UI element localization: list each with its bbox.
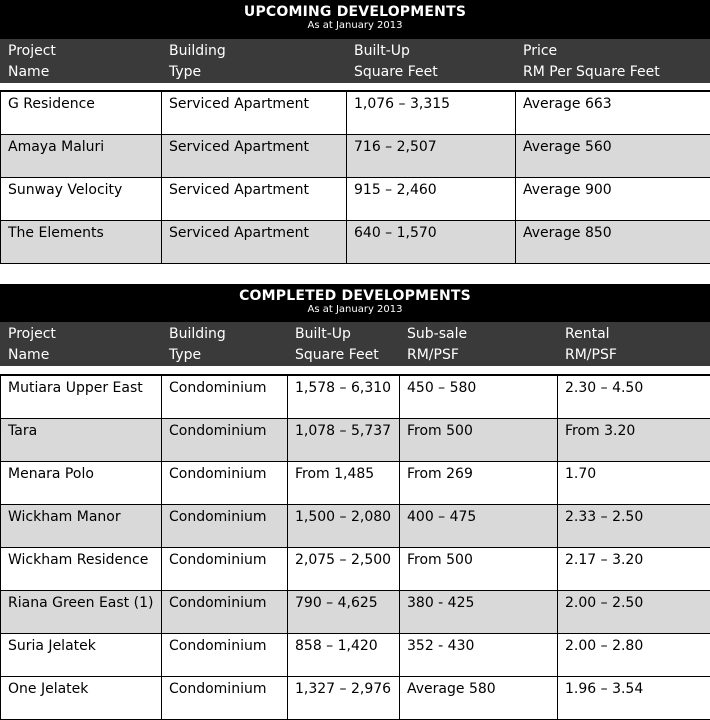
table-cell: 1,078 – 5,737 xyxy=(288,418,400,461)
table-cell: From 1,485 xyxy=(288,461,400,504)
upcoming-table xyxy=(0,90,710,264)
header-line: Name xyxy=(8,347,49,363)
table-cell: Condominium xyxy=(162,504,288,547)
table-row xyxy=(1,590,710,633)
header-line: Name xyxy=(8,64,49,80)
table-row xyxy=(1,676,710,719)
completed-title: COMPLETED DEVELOPMENTS xyxy=(0,284,710,304)
table-cell: 1,500 – 2,080 xyxy=(288,504,400,547)
table-cell: Condominium xyxy=(162,418,288,461)
table-cell: One Jelatek xyxy=(1,676,162,719)
header-line: Built-Up xyxy=(354,43,410,59)
header-line: Built-Up xyxy=(295,326,351,342)
header-line: Type xyxy=(169,64,201,80)
table-cell: Riana Green East (1) xyxy=(1,590,162,633)
table-cell: 1.96 – 3.54 xyxy=(558,676,710,719)
upcoming-title-bar xyxy=(0,0,710,39)
table-cell: Condominium xyxy=(162,547,288,590)
table-cell: Wickham Manor xyxy=(1,504,162,547)
table-cell: Average 560 xyxy=(516,134,710,177)
table-cell: 858 – 1,420 xyxy=(288,633,400,676)
header-line: Type xyxy=(169,347,201,363)
table-cell: 380 - 425 xyxy=(400,590,558,633)
header-line: Project xyxy=(8,326,56,342)
table-cell: Serviced Apartment xyxy=(162,91,347,134)
upcoming-header-row xyxy=(0,39,710,83)
table-cell: 915 – 2,460 xyxy=(347,177,516,220)
table-cell: 2.33 – 2.50 xyxy=(558,504,710,547)
table-cell: Condominium xyxy=(162,633,288,676)
table-row xyxy=(1,461,710,504)
table-cell: Mutiara Upper East xyxy=(1,375,162,418)
table-cell: 640 – 1,570 xyxy=(347,220,516,263)
table-cell: 1,076 – 3,315 xyxy=(347,91,516,134)
table-cell: Serviced Apartment xyxy=(162,177,347,220)
table-cell: 2,075 – 2,500 xyxy=(288,547,400,590)
table-cell: 2.17 – 3.20 xyxy=(558,547,710,590)
header-line: Square Feet xyxy=(354,64,438,80)
table-cell: Condominium xyxy=(162,461,288,504)
table-cell: From 500 xyxy=(400,418,558,461)
upcoming-header-builtup xyxy=(346,39,438,83)
table-cell: Condominium xyxy=(162,375,288,418)
completed-header-row xyxy=(0,322,710,366)
table-cell: Average 850 xyxy=(516,220,710,263)
completed-header-subsale xyxy=(399,322,467,366)
upcoming-header-price xyxy=(515,39,660,83)
header-line: Building xyxy=(169,43,226,59)
table-row xyxy=(1,91,710,134)
table-cell: Tara xyxy=(1,418,162,461)
table-cell: Sunway Velocity xyxy=(1,177,162,220)
table-cell: Average 900 xyxy=(516,177,710,220)
header-line: RM/PSF xyxy=(407,347,459,363)
table-cell: Serviced Apartment xyxy=(162,134,347,177)
upcoming-title: UPCOMING DEVELOPMENTS xyxy=(0,0,710,20)
header-line: Project xyxy=(8,43,56,59)
table-cell: 2.30 – 4.50 xyxy=(558,375,710,418)
table-row xyxy=(1,220,710,263)
table-cell: 1.70 xyxy=(558,461,710,504)
header-line: RM/PSF xyxy=(565,347,617,363)
header-line: RM Per Square Feet xyxy=(523,64,660,80)
table-cell: The Elements xyxy=(1,220,162,263)
table-cell: Amaya Maluri xyxy=(1,134,162,177)
table-cell: Average 663 xyxy=(516,91,710,134)
table-row xyxy=(1,418,710,461)
table-cell: Menara Polo xyxy=(1,461,162,504)
table-cell: Serviced Apartment xyxy=(162,220,347,263)
table-cell: From 269 xyxy=(400,461,558,504)
table-cell: 2.00 – 2.80 xyxy=(558,633,710,676)
table-cell: Average 580 xyxy=(400,676,558,719)
table-cell: Suria Jelatek xyxy=(1,633,162,676)
table-cell: 1,578 – 6,310 xyxy=(288,375,400,418)
table-cell: 450 – 580 xyxy=(400,375,558,418)
table-row xyxy=(1,633,710,676)
table-cell: From 500 xyxy=(400,547,558,590)
header-line: Sub-sale xyxy=(407,326,467,342)
table-cell: 352 - 430 xyxy=(400,633,558,676)
completed-header-project xyxy=(0,322,56,366)
table-cell: 2.00 – 2.50 xyxy=(558,590,710,633)
header-line: Building xyxy=(169,326,226,342)
table-cell: Wickham Residence xyxy=(1,547,162,590)
table-row xyxy=(1,504,710,547)
completed-header-builtup xyxy=(287,322,379,366)
table-cell: 790 – 4,625 xyxy=(288,590,400,633)
upcoming-header-project xyxy=(0,39,56,83)
completed-subtitle: As at January 2013 xyxy=(0,304,710,315)
table-row xyxy=(1,375,710,418)
table-row xyxy=(1,134,710,177)
table-cell: From 3.20 xyxy=(558,418,710,461)
completed-header-rental xyxy=(557,322,617,366)
upcoming-header-building xyxy=(161,39,226,83)
completed-header-building xyxy=(161,322,226,366)
table-cell: 716 – 2,507 xyxy=(347,134,516,177)
table-row xyxy=(1,547,710,590)
table-cell: Condominium xyxy=(162,676,288,719)
table-cell: 400 – 475 xyxy=(400,504,558,547)
table-cell: 1,327 – 2,976 xyxy=(288,676,400,719)
header-line: Square Feet xyxy=(295,347,379,363)
table-cell: Condominium xyxy=(162,590,288,633)
completed-title-bar xyxy=(0,284,710,322)
table-row xyxy=(1,177,710,220)
table-cell: G Residence xyxy=(1,91,162,134)
header-line: Rental xyxy=(565,326,610,342)
upcoming-subtitle: As at January 2013 xyxy=(0,20,710,31)
header-line: Price xyxy=(523,43,557,59)
completed-table xyxy=(0,374,710,720)
